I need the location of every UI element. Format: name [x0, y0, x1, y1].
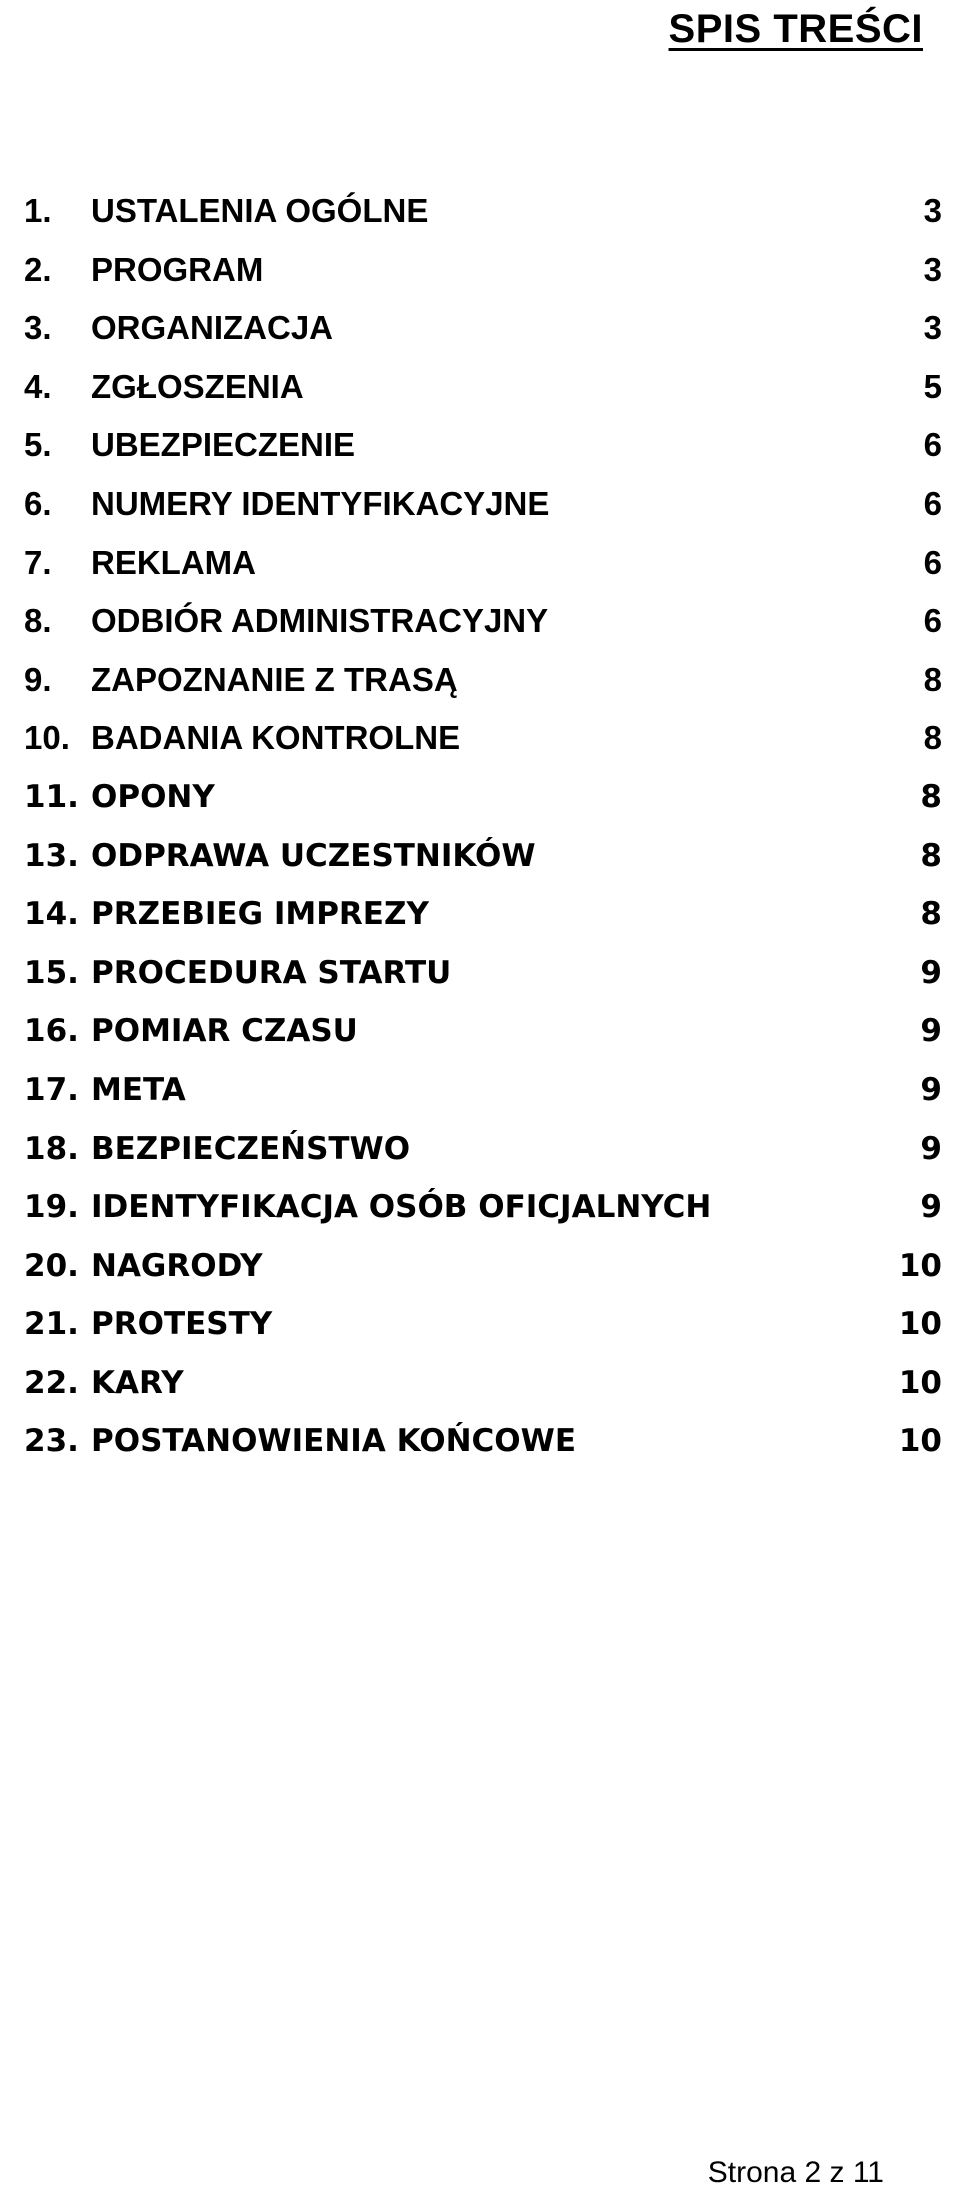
- toc-entry-number: 10.: [24, 719, 70, 757]
- toc-entry-page-number: 10: [898, 1364, 942, 1401]
- page-title: SPIS TREŚCI: [668, 7, 923, 51]
- toc-entry-page-number: 6: [923, 543, 942, 581]
- toc-entry-page-number: 8: [923, 660, 942, 698]
- toc-entry-number: 2.: [24, 250, 52, 288]
- toc-entry-page-number: 9: [920, 1013, 942, 1050]
- toc-entry-number: 17.: [24, 1071, 79, 1108]
- toc-entry-label: IDENTYFIKACJA OSÓB OFICJALNYCH: [91, 1189, 712, 1226]
- toc-entry-label: PRZEBIEG IMPREZY: [91, 896, 429, 933]
- toc-entry[interactable]: [0, 186, 960, 245]
- toc-entry-page-number: 9: [920, 954, 942, 991]
- toc-entry-number: 1.: [24, 192, 52, 229]
- toc-entry[interactable]: [0, 245, 960, 304]
- toc-entry[interactable]: [0, 1006, 960, 1065]
- toc-entry[interactable]: [0, 831, 960, 890]
- toc-entry[interactable]: [0, 1299, 960, 1358]
- toc-entry-label: ORGANIZACJA: [91, 309, 334, 347]
- toc-entry-number: 9.: [24, 660, 52, 698]
- toc-entry[interactable]: [0, 303, 960, 362]
- toc-entry-label: BEZPIECZEŃSTWO: [91, 1130, 411, 1167]
- toc-entry[interactable]: [0, 1182, 960, 1241]
- toc-entry[interactable]: [0, 1065, 960, 1124]
- toc-entry-label: BADANIA KONTROLNE: [91, 719, 461, 757]
- toc-entry-page-number: 6: [923, 426, 942, 464]
- toc-entry-number: 21.: [24, 1306, 79, 1343]
- toc-entry-page-number: 6: [923, 484, 942, 522]
- toc-entry-page-number: 10: [898, 1423, 942, 1460]
- toc-entry[interactable]: [0, 1416, 960, 1475]
- toc-entry-label: ODPRAWA UCZESTNIKÓW: [91, 837, 536, 874]
- toc-entry-label: UBEZPIECZENIE: [91, 426, 356, 464]
- toc-entry-page-number: 3: [923, 192, 942, 229]
- table-of-contents: [0, 186, 960, 1475]
- toc-entry-label: PROCEDURA STARTU: [91, 954, 452, 991]
- toc-entry[interactable]: [0, 1358, 960, 1417]
- toc-entry[interactable]: [0, 1241, 960, 1300]
- toc-entry[interactable]: [0, 479, 960, 538]
- toc-entry-page-number: 8: [920, 896, 942, 933]
- toc-entry-number: 5.: [24, 426, 52, 464]
- toc-entry-page-number: 9: [920, 1071, 942, 1108]
- toc-entry-number: 14.: [24, 896, 79, 933]
- toc-entry[interactable]: [0, 772, 960, 831]
- toc-entry-number: 20.: [24, 1247, 79, 1284]
- toc-entry-number: 18.: [24, 1130, 79, 1167]
- toc-entry-number: 7.: [24, 543, 52, 581]
- toc-entry-label: NUMERY IDENTYFIKACYJNE: [91, 484, 550, 522]
- toc-entry-number: 22.: [24, 1364, 79, 1401]
- toc-entry-label: NAGRODY: [91, 1247, 263, 1284]
- toc-entry-number: 4.: [24, 367, 52, 405]
- toc-entry-page-number: 9: [920, 1130, 942, 1167]
- toc-entry-number: 23.: [24, 1423, 79, 1460]
- toc-entry[interactable]: [0, 538, 960, 597]
- toc-entry-number: 13.: [24, 837, 79, 874]
- toc-entry-label: ODBIÓR ADMINISTRACYJNY: [91, 602, 549, 640]
- toc-entry[interactable]: [0, 655, 960, 714]
- toc-entry-label: PROGRAM: [91, 250, 264, 288]
- toc-entry-page-number: 8: [923, 719, 942, 757]
- toc-entry[interactable]: [0, 713, 960, 772]
- toc-entry-page-number: 9: [920, 1189, 942, 1226]
- toc-entry-label: OPONY: [91, 778, 215, 815]
- toc-entry-number: 8.: [24, 602, 52, 640]
- toc-entry-page-number: 5: [923, 367, 942, 405]
- toc-entry-label: KARY: [91, 1364, 184, 1401]
- page-footer: Strona 2 z 11: [707, 2156, 884, 2189]
- toc-entry-number: 6.: [24, 484, 52, 522]
- toc-entry-page-number: 10: [898, 1247, 942, 1284]
- toc-entry-number: 15.: [24, 954, 79, 991]
- toc-entry[interactable]: [0, 420, 960, 479]
- toc-entry-label: REKLAMA: [91, 543, 256, 581]
- toc-entry-number: 11.: [24, 778, 79, 815]
- toc-entry-page-number: 8: [920, 837, 942, 874]
- toc-entry-page-number: 10: [898, 1306, 942, 1343]
- toc-entry-label: USTALENIA OGÓLNE: [91, 192, 429, 229]
- toc-entry[interactable]: [0, 948, 960, 1007]
- toc-entry-page-number: 3: [923, 309, 942, 347]
- toc-entry-label: ZAPOZNANIE Z TRASĄ: [91, 660, 458, 698]
- toc-entry-page-number: 3: [923, 250, 942, 288]
- toc-entry-label: PROTESTY: [91, 1306, 273, 1343]
- toc-entry-label: META: [91, 1071, 186, 1108]
- toc-entry[interactable]: [0, 1124, 960, 1183]
- toc-entry-label: ZGŁOSZENIA: [91, 367, 304, 405]
- toc-entry-number: 16.: [24, 1013, 79, 1050]
- toc-entry-page-number: 8: [920, 778, 942, 815]
- toc-entry-label: POSTANOWIENIA KOŃCOWE: [91, 1423, 576, 1460]
- toc-entry[interactable]: [0, 596, 960, 655]
- toc-entry-label: POMIAR CZASU: [91, 1013, 358, 1050]
- toc-entry[interactable]: [0, 889, 960, 948]
- toc-entry-number: 3.: [24, 309, 52, 347]
- toc-entry[interactable]: [0, 362, 960, 421]
- toc-entry-number: 19.: [24, 1189, 79, 1226]
- toc-entry-page-number: 6: [923, 602, 942, 640]
